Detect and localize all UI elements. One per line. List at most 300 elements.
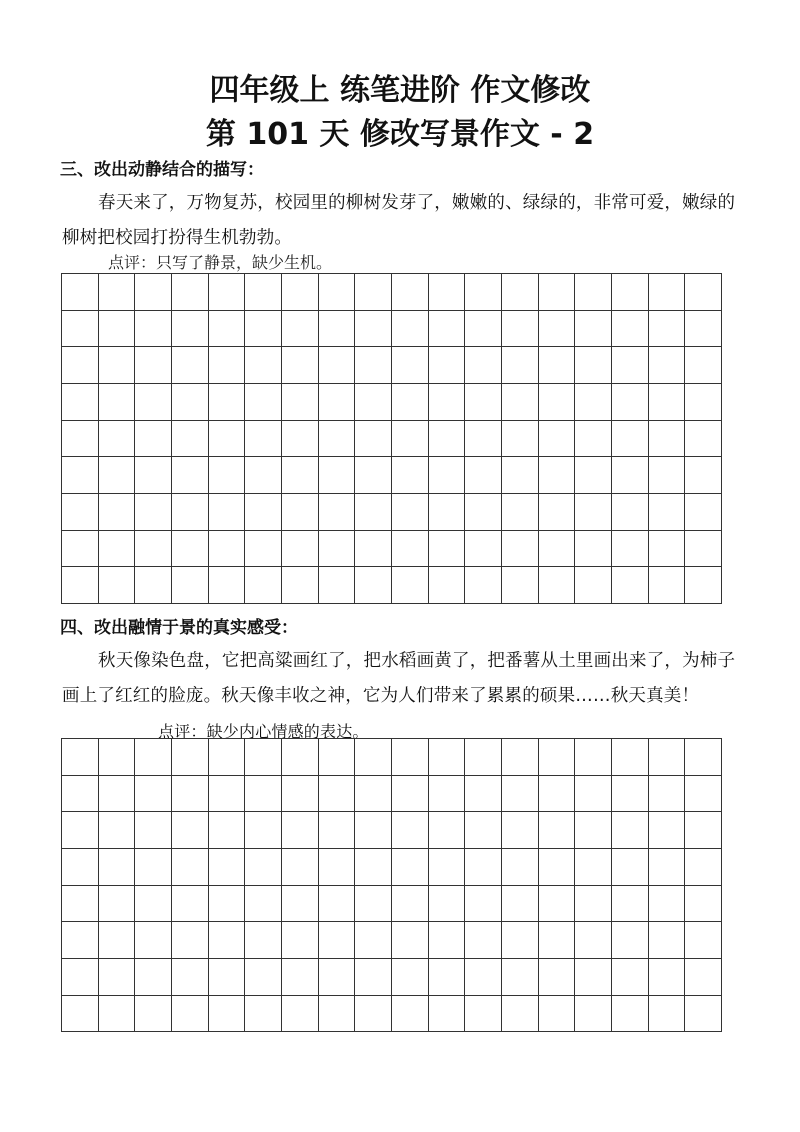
grid-cell[interactable] — [539, 812, 576, 849]
grid-cell[interactable] — [465, 739, 502, 776]
grid-cell[interactable] — [612, 959, 649, 996]
grid-cell[interactable] — [355, 849, 392, 886]
grid-cell[interactable] — [209, 384, 246, 421]
grid-cell[interactable] — [612, 849, 649, 886]
grid-cell[interactable] — [539, 739, 576, 776]
grid-cell[interactable] — [172, 274, 209, 311]
grid-cell[interactable] — [282, 274, 319, 311]
grid-cell[interactable] — [172, 739, 209, 776]
grid-cell[interactable] — [429, 996, 466, 1033]
grid-cell[interactable] — [465, 311, 502, 348]
grid-cell[interactable] — [209, 739, 246, 776]
grid-cell[interactable] — [465, 531, 502, 568]
grid-cell[interactable] — [649, 886, 686, 923]
grid-cell[interactable] — [502, 421, 539, 458]
grid-cell[interactable] — [575, 421, 612, 458]
grid-cell[interactable] — [62, 457, 99, 494]
grid-cell[interactable] — [319, 274, 356, 311]
grid-cell[interactable] — [429, 494, 466, 531]
grid-cell[interactable] — [135, 776, 172, 813]
grid-cell[interactable] — [135, 274, 172, 311]
grid-cell[interactable] — [245, 311, 282, 348]
grid-cell[interactable] — [135, 567, 172, 604]
grid-cell[interactable] — [99, 457, 136, 494]
grid-cell[interactable] — [99, 567, 136, 604]
grid-cell[interactable] — [135, 812, 172, 849]
grid-cell[interactable] — [172, 384, 209, 421]
grid-cell[interactable] — [612, 567, 649, 604]
grid-cell[interactable] — [282, 457, 319, 494]
grid-cell[interactable] — [649, 457, 686, 494]
grid-cell[interactable] — [612, 776, 649, 813]
grid-cell[interactable] — [685, 776, 722, 813]
grid-cell[interactable] — [502, 494, 539, 531]
grid-cell[interactable] — [392, 384, 429, 421]
grid-cell[interactable] — [465, 922, 502, 959]
grid-cell[interactable] — [392, 531, 429, 568]
grid-cell[interactable] — [685, 812, 722, 849]
grid-cell[interactable] — [99, 739, 136, 776]
grid-cell[interactable] — [172, 996, 209, 1033]
grid-cell[interactable] — [245, 776, 282, 813]
grid-cell[interactable] — [575, 996, 612, 1033]
grid-cell[interactable] — [685, 959, 722, 996]
grid-cell[interactable] — [465, 996, 502, 1033]
section3-writing-grid[interactable] — [61, 273, 722, 604]
grid-cell[interactable] — [685, 311, 722, 348]
grid-cell[interactable] — [575, 347, 612, 384]
grid-cell[interactable] — [575, 457, 612, 494]
grid-cell[interactable] — [62, 959, 99, 996]
grid-cell[interactable] — [62, 567, 99, 604]
grid-cell[interactable] — [245, 959, 282, 996]
grid-cell[interactable] — [539, 886, 576, 923]
grid-cell[interactable] — [612, 311, 649, 348]
grid-cell[interactable] — [99, 849, 136, 886]
grid-cell[interactable] — [172, 457, 209, 494]
grid-cell[interactable] — [392, 922, 429, 959]
grid-cell[interactable] — [135, 849, 172, 886]
grid-cell[interactable] — [612, 384, 649, 421]
grid-cell[interactable] — [62, 494, 99, 531]
grid-cell[interactable] — [209, 311, 246, 348]
grid-cell[interactable] — [172, 494, 209, 531]
grid-cell[interactable] — [465, 384, 502, 421]
grid-cell[interactable] — [685, 347, 722, 384]
grid-cell[interactable] — [62, 849, 99, 886]
grid-cell[interactable] — [319, 776, 356, 813]
grid-cell[interactable] — [465, 347, 502, 384]
grid-cell[interactable] — [62, 922, 99, 959]
grid-cell[interactable] — [282, 776, 319, 813]
grid-cell[interactable] — [172, 531, 209, 568]
grid-cell[interactable] — [319, 384, 356, 421]
grid-cell[interactable] — [135, 494, 172, 531]
grid-cell[interactable] — [209, 812, 246, 849]
grid-cell[interactable] — [575, 494, 612, 531]
grid-cell[interactable] — [392, 421, 429, 458]
grid-cell[interactable] — [355, 812, 392, 849]
grid-cell[interactable] — [355, 739, 392, 776]
grid-cell[interactable] — [575, 274, 612, 311]
grid-cell[interactable] — [392, 996, 429, 1033]
grid-cell[interactable] — [209, 347, 246, 384]
grid-cell[interactable] — [502, 776, 539, 813]
grid-cell[interactable] — [282, 567, 319, 604]
grid-cell[interactable] — [62, 739, 99, 776]
grid-cell[interactable] — [172, 959, 209, 996]
grid-cell[interactable] — [62, 347, 99, 384]
grid-cell[interactable] — [539, 311, 576, 348]
grid-cell[interactable] — [392, 812, 429, 849]
grid-cell[interactable] — [355, 922, 392, 959]
grid-cell[interactable] — [539, 849, 576, 886]
grid-cell[interactable] — [245, 739, 282, 776]
grid-cell[interactable] — [135, 347, 172, 384]
grid-cell[interactable] — [612, 421, 649, 458]
grid-cell[interactable] — [465, 494, 502, 531]
grid-cell[interactable] — [502, 812, 539, 849]
grid-cell[interactable] — [282, 494, 319, 531]
grid-cell[interactable] — [62, 531, 99, 568]
grid-cell[interactable] — [649, 531, 686, 568]
grid-cell[interactable] — [612, 494, 649, 531]
grid-cell[interactable] — [429, 959, 466, 996]
grid-cell[interactable] — [502, 347, 539, 384]
grid-cell[interactable] — [245, 274, 282, 311]
grid-cell[interactable] — [685, 531, 722, 568]
grid-cell[interactable] — [685, 384, 722, 421]
grid-cell[interactable] — [245, 347, 282, 384]
grid-cell[interactable] — [245, 886, 282, 923]
grid-cell[interactable] — [62, 996, 99, 1033]
grid-cell[interactable] — [392, 274, 429, 311]
grid-cell[interactable] — [392, 494, 429, 531]
grid-cell[interactable] — [392, 739, 429, 776]
grid-cell[interactable] — [649, 494, 686, 531]
grid-cell[interactable] — [319, 849, 356, 886]
grid-cell[interactable] — [319, 996, 356, 1033]
grid-cell[interactable] — [465, 959, 502, 996]
grid-cell[interactable] — [99, 531, 136, 568]
grid-cell[interactable] — [649, 311, 686, 348]
grid-cell[interactable] — [355, 776, 392, 813]
grid-cell[interactable] — [502, 849, 539, 886]
grid-cell[interactable] — [465, 567, 502, 604]
grid-cell[interactable] — [685, 567, 722, 604]
grid-cell[interactable] — [575, 959, 612, 996]
grid-cell[interactable] — [465, 457, 502, 494]
grid-cell[interactable] — [649, 567, 686, 604]
grid-cell[interactable] — [575, 311, 612, 348]
grid-cell[interactable] — [282, 849, 319, 886]
grid-cell[interactable] — [392, 311, 429, 348]
grid-cell[interactable] — [649, 812, 686, 849]
grid-cell[interactable] — [539, 996, 576, 1033]
grid-cell[interactable] — [539, 922, 576, 959]
grid-cell[interactable] — [282, 812, 319, 849]
grid-cell[interactable] — [62, 421, 99, 458]
grid-cell[interactable] — [282, 384, 319, 421]
grid-cell[interactable] — [539, 567, 576, 604]
grid-cell[interactable] — [355, 531, 392, 568]
grid-cell[interactable] — [282, 311, 319, 348]
grid-cell[interactable] — [282, 886, 319, 923]
grid-cell[interactable] — [502, 274, 539, 311]
grid-cell[interactable] — [209, 922, 246, 959]
grid-cell[interactable] — [135, 421, 172, 458]
grid-cell[interactable] — [62, 886, 99, 923]
grid-cell[interactable] — [649, 849, 686, 886]
grid-cell[interactable] — [539, 494, 576, 531]
grid-cell[interactable] — [209, 421, 246, 458]
grid-cell[interactable] — [392, 886, 429, 923]
grid-cell[interactable] — [429, 812, 466, 849]
grid-cell[interactable] — [429, 922, 466, 959]
grid-cell[interactable] — [62, 776, 99, 813]
grid-cell[interactable] — [539, 959, 576, 996]
grid-cell[interactable] — [135, 531, 172, 568]
grid-cell[interactable] — [392, 959, 429, 996]
grid-cell[interactable] — [685, 457, 722, 494]
grid-cell[interactable] — [245, 922, 282, 959]
grid-cell[interactable] — [539, 457, 576, 494]
grid-cell[interactable] — [612, 739, 649, 776]
grid-cell[interactable] — [209, 886, 246, 923]
grid-cell[interactable] — [355, 959, 392, 996]
grid-cell[interactable] — [465, 421, 502, 458]
grid-cell[interactable] — [62, 274, 99, 311]
grid-cell[interactable] — [245, 812, 282, 849]
grid-cell[interactable] — [245, 494, 282, 531]
grid-cell[interactable] — [62, 384, 99, 421]
grid-cell[interactable] — [685, 494, 722, 531]
grid-cell[interactable] — [99, 311, 136, 348]
grid-cell[interactable] — [685, 996, 722, 1033]
grid-cell[interactable] — [172, 812, 209, 849]
grid-cell[interactable] — [319, 457, 356, 494]
grid-cell[interactable] — [575, 567, 612, 604]
grid-cell[interactable] — [612, 812, 649, 849]
grid-cell[interactable] — [245, 849, 282, 886]
grid-cell[interactable] — [392, 457, 429, 494]
grid-cell[interactable] — [135, 959, 172, 996]
grid-cell[interactable] — [502, 922, 539, 959]
grid-cell[interactable] — [99, 347, 136, 384]
grid-cell[interactable] — [355, 457, 392, 494]
grid-cell[interactable] — [465, 274, 502, 311]
grid-cell[interactable] — [319, 531, 356, 568]
grid-cell[interactable] — [429, 421, 466, 458]
grid-cell[interactable] — [135, 311, 172, 348]
grid-cell[interactable] — [245, 531, 282, 568]
grid-cell[interactable] — [172, 776, 209, 813]
grid-cell[interactable] — [209, 274, 246, 311]
grid-cell[interactable] — [649, 776, 686, 813]
grid-cell[interactable] — [575, 384, 612, 421]
grid-cell[interactable] — [502, 531, 539, 568]
grid-cell[interactable] — [502, 457, 539, 494]
grid-cell[interactable] — [355, 567, 392, 604]
grid-cell[interactable] — [575, 739, 612, 776]
grid-cell[interactable] — [355, 886, 392, 923]
grid-cell[interactable] — [282, 959, 319, 996]
grid-cell[interactable] — [209, 996, 246, 1033]
grid-cell[interactable] — [99, 812, 136, 849]
grid-cell[interactable] — [649, 996, 686, 1033]
grid-cell[interactable] — [429, 384, 466, 421]
grid-cell[interactable] — [355, 384, 392, 421]
grid-cell[interactable] — [575, 531, 612, 568]
grid-cell[interactable] — [685, 739, 722, 776]
grid-cell[interactable] — [282, 922, 319, 959]
grid-cell[interactable] — [99, 494, 136, 531]
grid-cell[interactable] — [282, 739, 319, 776]
grid-cell[interactable] — [649, 739, 686, 776]
grid-cell[interactable] — [209, 531, 246, 568]
grid-cell[interactable] — [99, 922, 136, 959]
grid-cell[interactable] — [575, 922, 612, 959]
grid-cell[interactable] — [99, 996, 136, 1033]
grid-cell[interactable] — [502, 739, 539, 776]
grid-cell[interactable] — [355, 274, 392, 311]
grid-cell[interactable] — [172, 922, 209, 959]
grid-cell[interactable] — [355, 421, 392, 458]
grid-cell[interactable] — [685, 886, 722, 923]
grid-cell[interactable] — [539, 531, 576, 568]
grid-cell[interactable] — [392, 849, 429, 886]
grid-cell[interactable] — [245, 567, 282, 604]
grid-cell[interactable] — [612, 347, 649, 384]
grid-cell[interactable] — [319, 886, 356, 923]
grid-cell[interactable] — [429, 776, 466, 813]
grid-cell[interactable] — [465, 812, 502, 849]
grid-cell[interactable] — [465, 849, 502, 886]
grid-cell[interactable] — [649, 384, 686, 421]
grid-cell[interactable] — [685, 421, 722, 458]
grid-cell[interactable] — [429, 311, 466, 348]
grid-cell[interactable] — [319, 922, 356, 959]
grid-cell[interactable] — [135, 739, 172, 776]
grid-cell[interactable] — [392, 567, 429, 604]
grid-cell[interactable] — [429, 274, 466, 311]
grid-cell[interactable] — [282, 531, 319, 568]
grid-cell[interactable] — [282, 421, 319, 458]
grid-cell[interactable] — [465, 886, 502, 923]
grid-cell[interactable] — [502, 567, 539, 604]
section4-writing-grid[interactable] — [61, 738, 722, 1032]
grid-cell[interactable] — [99, 959, 136, 996]
grid-cell[interactable] — [429, 849, 466, 886]
grid-cell[interactable] — [172, 567, 209, 604]
grid-cell[interactable] — [319, 494, 356, 531]
grid-cell[interactable] — [209, 959, 246, 996]
grid-cell[interactable] — [392, 776, 429, 813]
grid-cell[interactable] — [685, 274, 722, 311]
grid-cell[interactable] — [429, 739, 466, 776]
grid-cell[interactable] — [612, 531, 649, 568]
grid-cell[interactable] — [539, 274, 576, 311]
grid-cell[interactable] — [612, 996, 649, 1033]
grid-cell[interactable] — [575, 812, 612, 849]
grid-cell[interactable] — [99, 274, 136, 311]
grid-cell[interactable] — [319, 959, 356, 996]
grid-cell[interactable] — [575, 776, 612, 813]
grid-cell[interactable] — [209, 776, 246, 813]
grid-cell[interactable] — [355, 311, 392, 348]
grid-cell[interactable] — [319, 347, 356, 384]
grid-cell[interactable] — [209, 849, 246, 886]
grid-cell[interactable] — [649, 421, 686, 458]
grid-cell[interactable] — [502, 311, 539, 348]
grid-cell[interactable] — [99, 776, 136, 813]
grid-cell[interactable] — [282, 996, 319, 1033]
grid-cell[interactable] — [429, 531, 466, 568]
grid-cell[interactable] — [502, 996, 539, 1033]
grid-cell[interactable] — [99, 886, 136, 923]
grid-cell[interactable] — [502, 384, 539, 421]
grid-cell[interactable] — [539, 776, 576, 813]
grid-cell[interactable] — [465, 776, 502, 813]
grid-cell[interactable] — [685, 922, 722, 959]
grid-cell[interactable] — [319, 311, 356, 348]
grid-cell[interactable] — [649, 274, 686, 311]
grid-cell[interactable] — [355, 347, 392, 384]
grid-cell[interactable] — [649, 959, 686, 996]
grid-cell[interactable] — [62, 311, 99, 348]
grid-cell[interactable] — [649, 922, 686, 959]
grid-cell[interactable] — [172, 311, 209, 348]
grid-cell[interactable] — [245, 421, 282, 458]
grid-cell[interactable] — [209, 494, 246, 531]
grid-cell[interactable] — [575, 886, 612, 923]
grid-cell[interactable] — [172, 421, 209, 458]
grid-cell[interactable] — [539, 384, 576, 421]
grid-cell[interactable] — [429, 886, 466, 923]
grid-cell[interactable] — [282, 347, 319, 384]
grid-cell[interactable] — [612, 274, 649, 311]
grid-cell[interactable] — [245, 457, 282, 494]
grid-cell[interactable] — [612, 457, 649, 494]
grid-cell[interactable] — [172, 886, 209, 923]
grid-cell[interactable] — [172, 347, 209, 384]
grid-cell[interactable] — [99, 421, 136, 458]
grid-cell[interactable] — [502, 886, 539, 923]
grid-cell[interactable] — [99, 384, 136, 421]
grid-cell[interactable] — [245, 384, 282, 421]
grid-cell[interactable] — [429, 567, 466, 604]
grid-cell[interactable] — [319, 421, 356, 458]
grid-cell[interactable] — [685, 849, 722, 886]
grid-cell[interactable] — [355, 996, 392, 1033]
grid-cell[interactable] — [245, 996, 282, 1033]
grid-cell[interactable] — [319, 567, 356, 604]
grid-cell[interactable] — [135, 384, 172, 421]
grid-cell[interactable] — [392, 347, 429, 384]
grid-cell[interactable] — [355, 494, 392, 531]
grid-cell[interactable] — [575, 849, 612, 886]
grid-cell[interactable] — [612, 922, 649, 959]
grid-cell[interactable] — [172, 849, 209, 886]
grid-cell[interactable] — [135, 996, 172, 1033]
grid-cell[interactable] — [649, 347, 686, 384]
grid-cell[interactable] — [502, 959, 539, 996]
grid-cell[interactable] — [209, 567, 246, 604]
grid-cell[interactable] — [539, 347, 576, 384]
grid-cell[interactable] — [135, 886, 172, 923]
grid-cell[interactable] — [319, 739, 356, 776]
grid-cell[interactable] — [429, 347, 466, 384]
